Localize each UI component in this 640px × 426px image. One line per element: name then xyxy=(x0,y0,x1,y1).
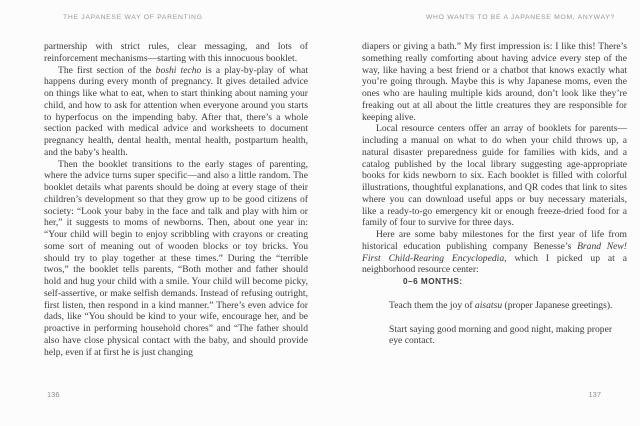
paragraph xyxy=(44,65,308,159)
paragraph xyxy=(362,229,627,276)
italic-term: aisatsu xyxy=(474,299,503,311)
paragraph-text: diapers or giving a bath.” My first impression is: I like this! There’s something really comforting about having advice every step of the way, like having a best friend or a chatbot that knows exactly what you’re going through. Maybe this is why Japanese moms, even the ones who are hauling multiple kids around, don’t look like they’re freaking out at all about the little creatures they are responsible for keeping alive. xyxy=(362,41,627,123)
paragraph-text: The first section of the xyxy=(58,64,156,76)
italic-term: boshi techo xyxy=(155,64,202,76)
paragraph xyxy=(44,41,308,65)
left-page-body xyxy=(44,41,308,358)
paragraph-text: partnership with strict rules, clear messaging, and lots of reinforcement mechanisms—starting with this innocuous booklet. xyxy=(44,41,308,64)
right-page-body xyxy=(362,41,627,347)
italic-book-title: Brand New! First Child-Rearing Encyclopedia xyxy=(362,240,628,264)
running-head-left: THE JAPANESE WAY OF PARENTING xyxy=(63,14,203,21)
milestone-text: (proper Japanese greetings). xyxy=(502,299,613,311)
running-head-right: WHO WANTS TO BE A JAPANESE MOM, ANYWAY? xyxy=(425,14,615,21)
milestone-item xyxy=(389,300,627,312)
milestones-heading: 0–6 MONTHS: xyxy=(403,277,463,286)
paragraph xyxy=(362,123,627,229)
paragraph-text: is a play-by-play of what happens during every month of pregnancy. It gives detailed advice on things like what to eat, when to start thinking about naming your child, and how to ask for attention when everyone around you starts to hyperfocus on the impending baby. After that, there’s a whole section packed with medical advice and worksheets to document pregnancy health, dental health, mental health, postpartum health, and the baby’s health. xyxy=(44,64,309,158)
page-number-left: 136 xyxy=(47,390,60,399)
paragraph xyxy=(362,41,627,123)
paragraph-text: Here are some baby milestones for the first year of life from historical education publishing company Benesse’s xyxy=(362,229,627,252)
milestone-text: Start saying good morning and good night, making proper eye contact. xyxy=(389,323,613,347)
milestones-block xyxy=(389,276,627,347)
paragraph xyxy=(44,159,308,359)
milestone-text: Teach them the joy of xyxy=(389,299,475,311)
paragraph-text: Local resource centers offer an array of booklets for parents—including a manual on what to do when your child throws up, a natural disaster preparedness guide for families with kids, and a catalog published by the local library suggesting age-appropriate books for kids newborn to six. Each booklet is filled with colorful illustrations, thoughtful explanations, and QR codes that link to sites where you can download useful apps or buy necessary materials, like a ready-to-go emergency kit or enough freeze-dried food for a family of four to survive for three days. xyxy=(362,123,627,229)
paragraph-text: , which I picked up at a neighborhood resource center: xyxy=(362,252,627,276)
page-number-right: 137 xyxy=(588,390,601,399)
paragraph-text: Then the booklet transitions to the early stages of parenting, where the advice turns super specific—and also a little random. The booklet details what parents should be doing at every stage of their children’s development so that they grow up to be good citizens of society: “Look your baby in the face and talk and play with him or her,” it suggests to moms of newborns. Then, about one year in: “Your child will begin to enjoy scribbling with crayons or creating some sort of meaning out of wooden blocks or toy bricks. You should try to play together at these times.” During the “terrible twos,” the booklet tells parents, “Both mother and father should hold and hug your child with a smile. Your child will become picky, self-assertive, or make selfish demands. Instead of refusing outright, first listen, then respond in a kind manner.” There’s even advice for dads, like “You should be kind to your wife, encourage her, and be proactive in performing household chores” and “The father should also have close physical contact with the baby, and should provide help, even if at first he is just changing xyxy=(44,158,308,358)
milestone-item xyxy=(389,324,627,348)
